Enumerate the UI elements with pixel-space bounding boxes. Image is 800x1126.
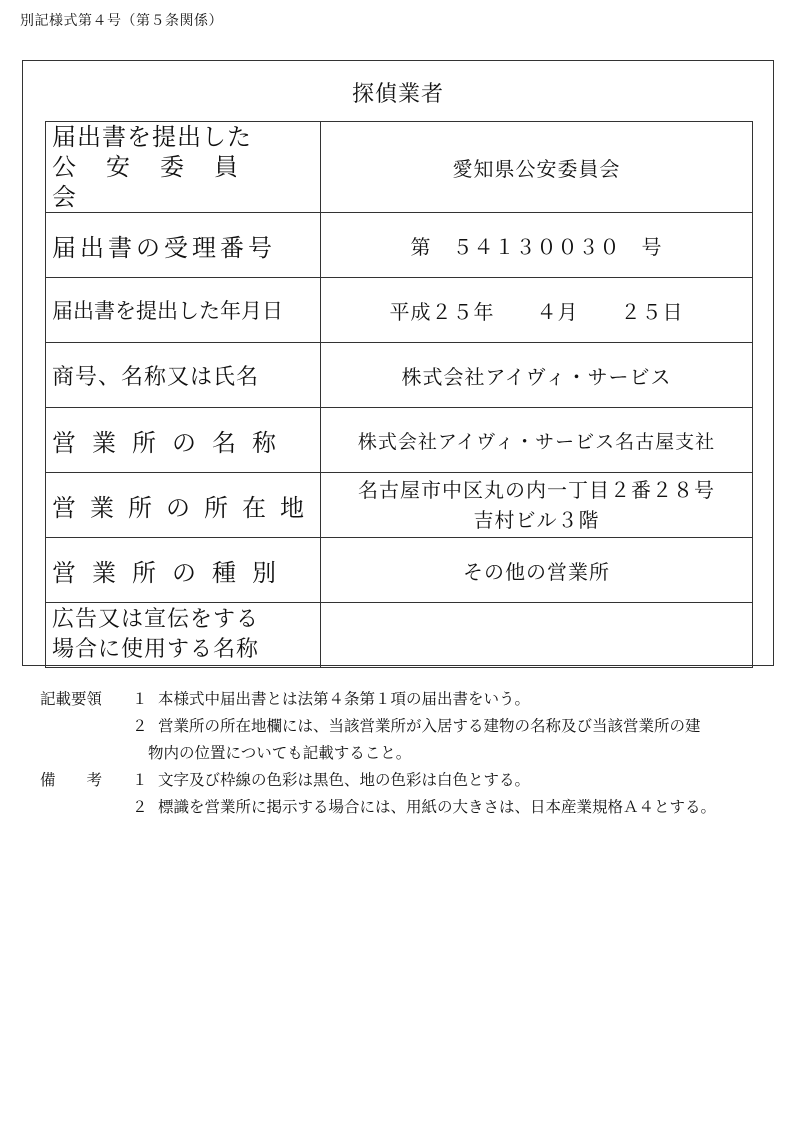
note-row [40,767,780,794]
sign-title: 探偵業者 [351,82,444,107]
value-line: 名古屋市中区丸の内一丁目２番２８号 [358,478,715,502]
note-text: 標識を営業所に掲示する場合には、用紙の大きさは、日本産業規格Ａ４とする。 [158,798,717,816]
notes [40,686,780,821]
field-label: 届出書を提出した年月日 [46,278,321,343]
value-line: 吉村ビル３階 [473,508,600,532]
table-row [46,603,753,668]
field-value [321,473,753,538]
note-number: ２ [132,798,148,816]
field-value: 平成２５年 ４月 ２５日 [321,278,753,343]
field-value [321,603,753,668]
field-label: 商号、名称又は氏名 [46,343,321,408]
field-label: 営業所の所在地 [46,473,321,538]
note-continuation: 物内の位置についても記載すること。 [148,744,412,762]
note-row [40,686,780,713]
field-label: 届出書の受理番号 [46,213,321,278]
note-text: 文字及び枠線の色彩は黒色、地の色彩は白色とする。 [158,771,531,789]
note-text: 営業所の所在地欄には、当該営業所が入居する建物の名称及び当該営業所の建 [158,717,701,735]
field-label [46,603,321,668]
field-value: 株式会社アイヴィ・サービス名古屋支社 [321,408,753,473]
note-row [40,794,780,821]
table-row [46,473,753,538]
note-row [40,713,780,740]
table-row [46,408,753,473]
label-line: 公安委員会 [52,153,268,211]
label-line: 場合に使用する名称 [52,637,260,662]
note-number: ２ [132,717,148,735]
field-label [46,122,321,213]
table-row [46,538,753,603]
table-row [46,343,753,408]
field-value: 株式会社アイヴィ・サービス [321,343,753,408]
field-value: その他の営業所 [321,538,753,603]
sign-table [45,121,753,668]
remarks-heading: 備 考 [40,771,103,789]
note-number: １ [132,771,148,789]
form-header: 別記様式第４号（第５条関係） [20,13,223,29]
field-label: 営業所の名称 [46,408,321,473]
field-value: 第 ５４１３００３０ 号 [321,213,753,278]
label-line: 広告又は宣伝をする [52,607,260,632]
requirements-heading: 記載要領 [40,690,103,708]
note-text: 本様式中届出書とは法第４条第１項の届出書をいう。 [158,690,531,708]
label-line: 届出書を提出した [52,123,252,151]
note-row [40,740,780,767]
sign-frame [22,60,774,666]
note-number: １ [132,690,148,708]
table-row [46,122,753,213]
table-row [46,278,753,343]
table-row [46,213,753,278]
field-value: 愛知県公安委員会 [321,122,753,213]
field-label: 営業所の種別 [46,538,321,603]
